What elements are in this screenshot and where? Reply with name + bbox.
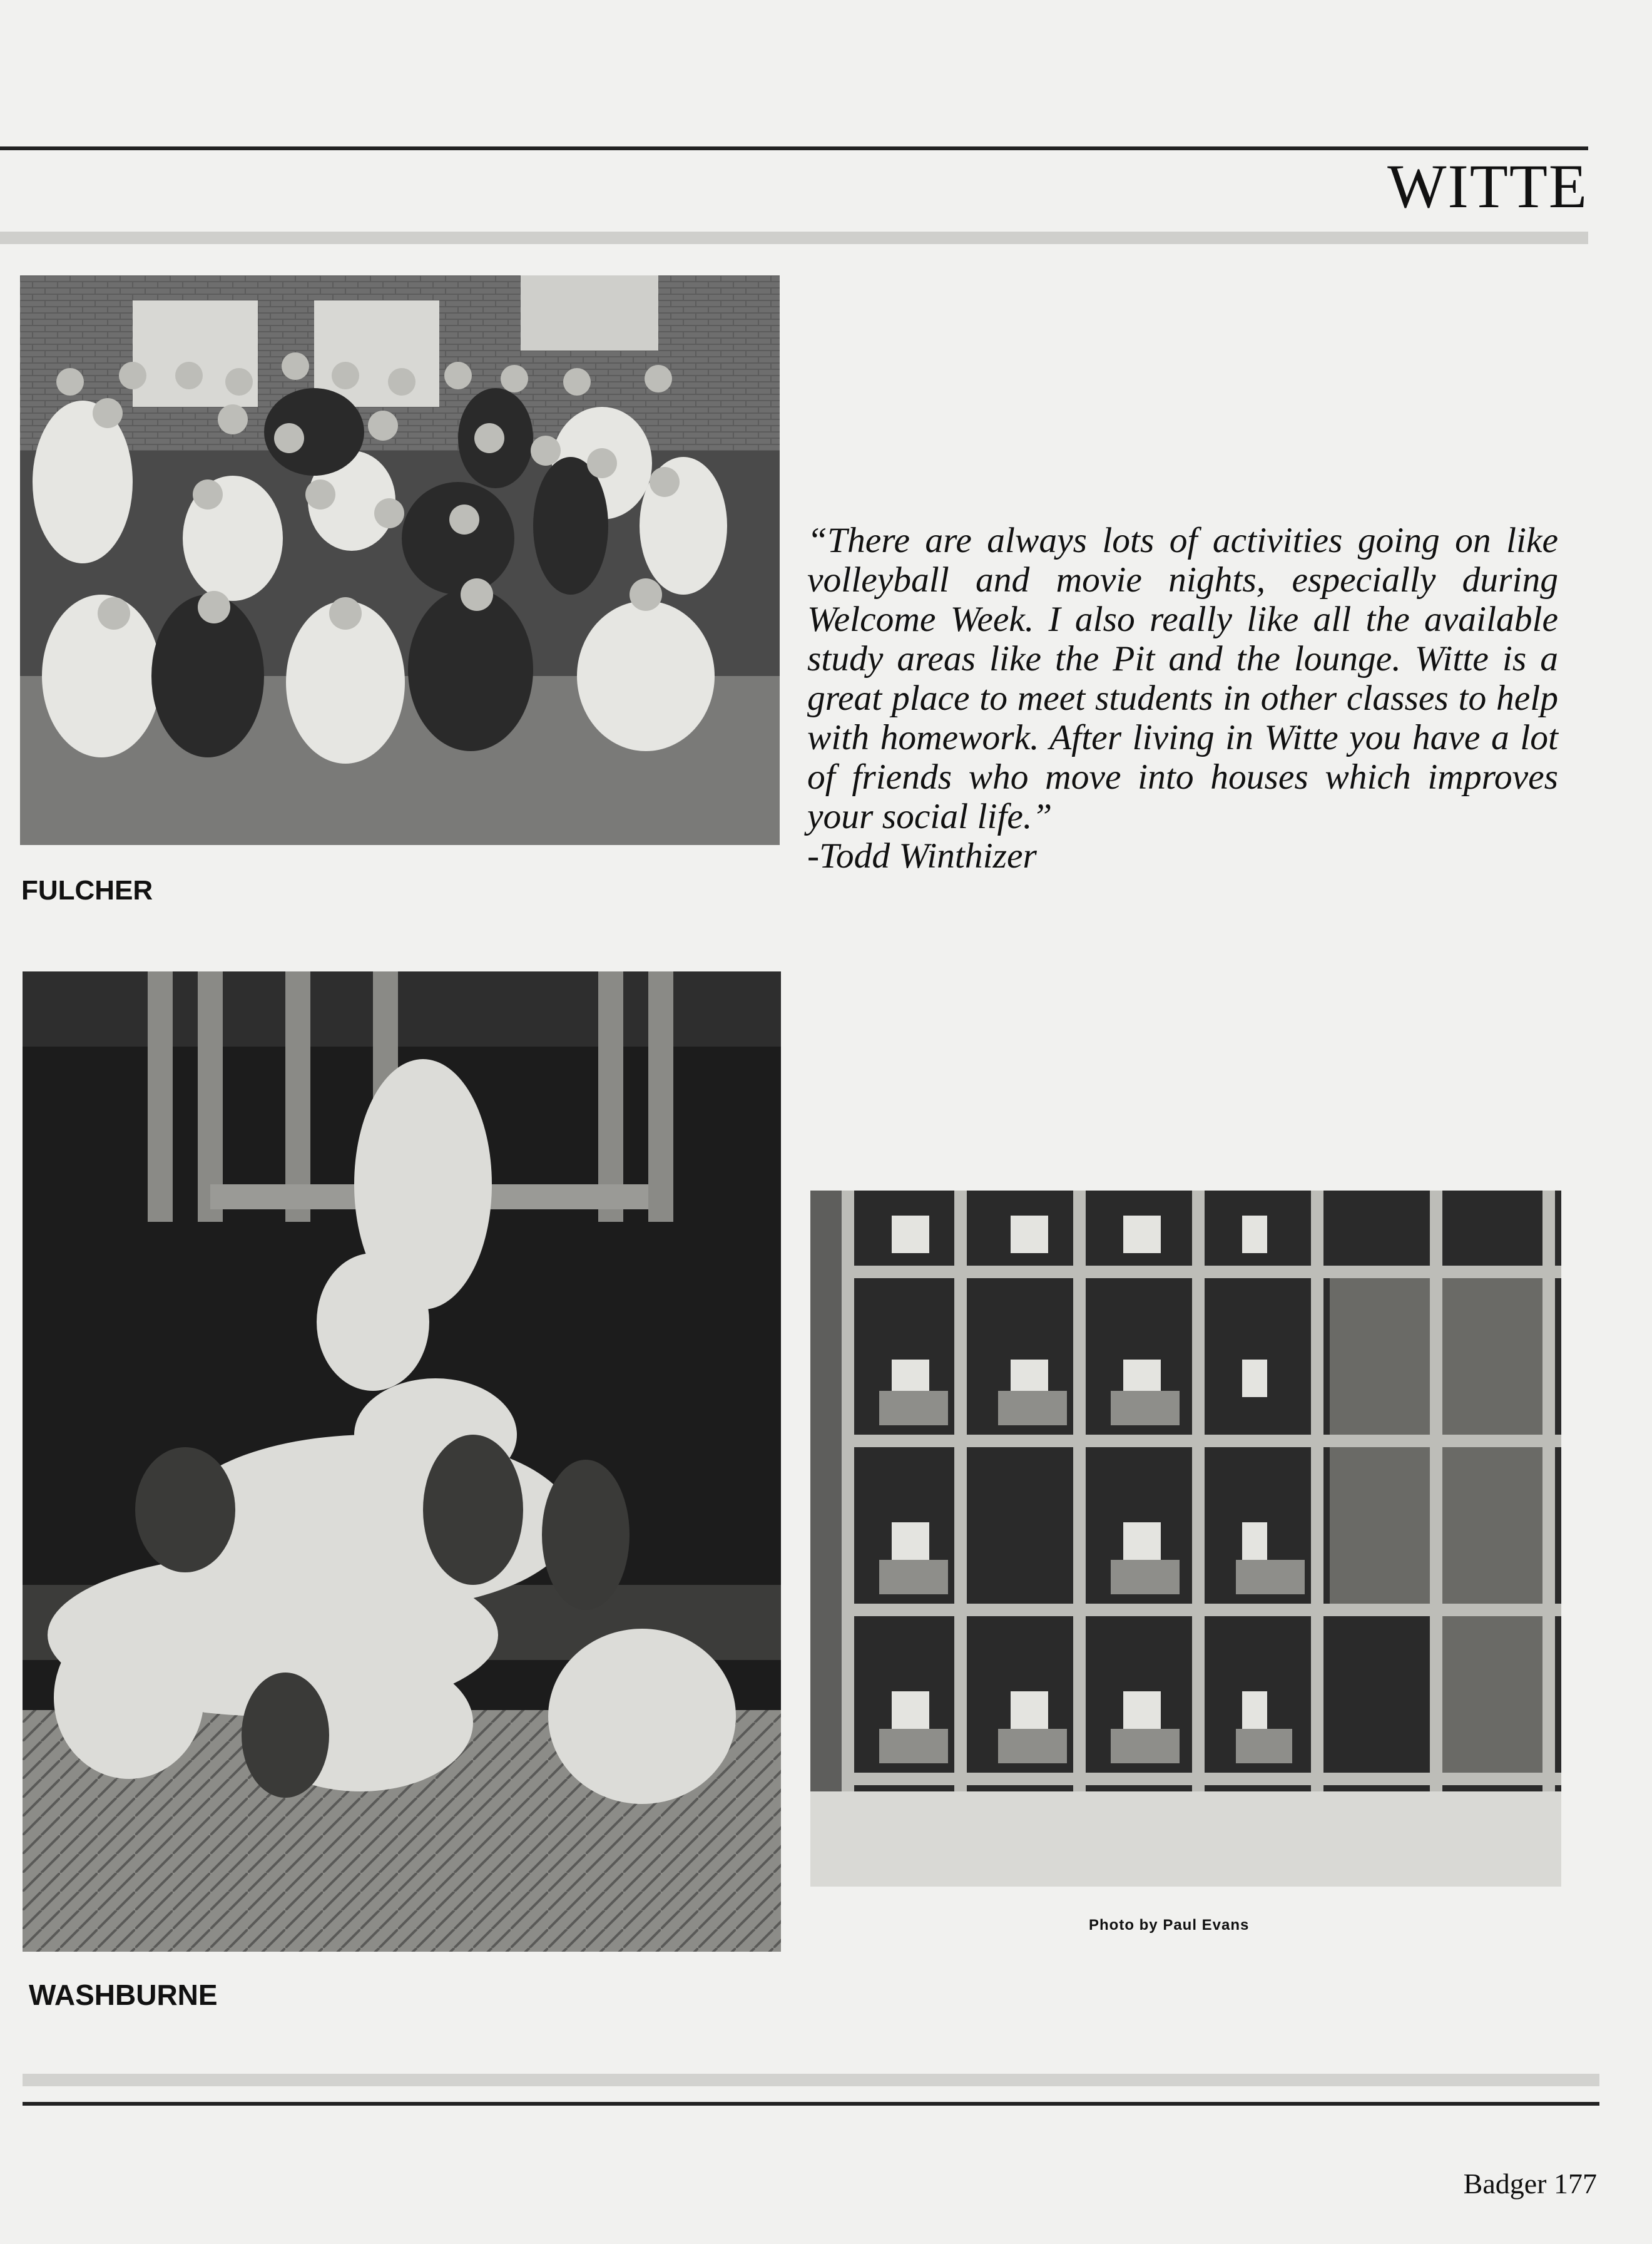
washburne-group-photo [23, 971, 781, 1952]
washburne-caption: WASHBURNE [29, 1979, 218, 2011]
quote-text: “There are always lots of activities going on like volleyball and movie nights, especially during Welcome Week. I also really like all the available study areas like the Pit and the lounge. Witte is a great place to meet students in other classes to help with homework. After living in Witte you have a lot of friends who move into houses which improves your social life.” [807, 521, 1558, 836]
mailboxes-photo [810, 1191, 1561, 1887]
fulcher-group-photo [20, 275, 780, 845]
top-gray-band [0, 232, 1588, 244]
resident-quote [807, 521, 1558, 876]
bottom-gray-band [23, 2074, 1599, 2086]
top-rule [0, 146, 1588, 150]
page-number: Badger 177 [1463, 2168, 1597, 2200]
fulcher-caption: FULCHER [21, 875, 153, 906]
bottom-rule [23, 2102, 1599, 2106]
quote-author: -Todd Winthizer [807, 836, 1037, 876]
section-title: WITTE [1387, 151, 1588, 221]
photo-credit: Photo by Paul Evans [1089, 1917, 1250, 1934]
